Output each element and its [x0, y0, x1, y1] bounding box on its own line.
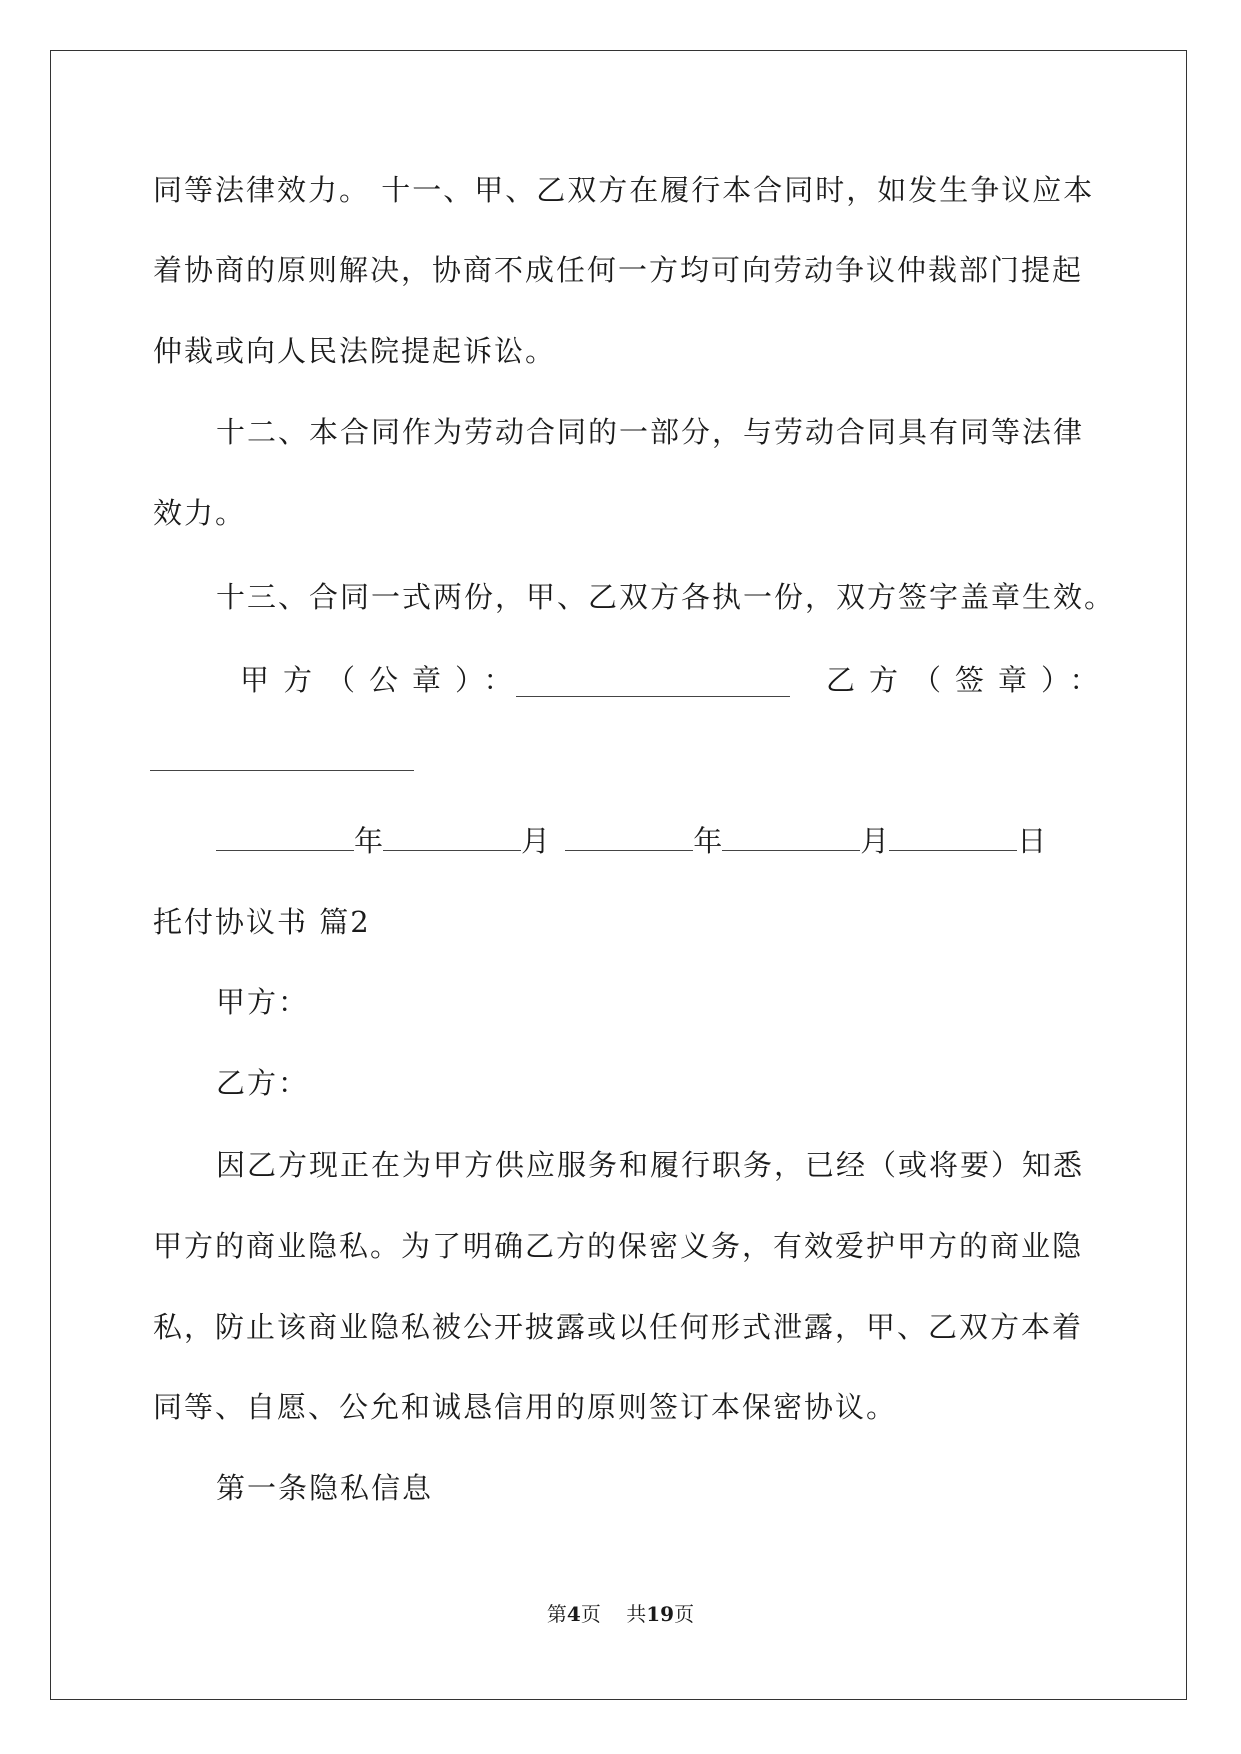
footer-total-prefix: 共: [626, 1602, 647, 1626]
party-a-label: 甲方：: [216, 985, 310, 1019]
date-blank: [383, 820, 521, 851]
page-footer: [0, 1598, 1241, 1627]
party-b-label: 乙方：: [216, 1066, 310, 1100]
footer-total-number: 19: [646, 1602, 675, 1626]
paragraph-line: 着协商的原则解决，协商不成任何一方均可向劳动争议仲裁部门提起: [153, 253, 1084, 287]
paragraph-line: 十二、本合同作为劳动合同的一部分，与劳动合同具有同等法律: [216, 415, 1085, 449]
date-month-label: 月: [860, 824, 890, 858]
paragraph-line: 仲裁或向人民法院提起诉讼。: [153, 334, 557, 368]
footer-total-suffix: 页: [674, 1602, 695, 1626]
footer-page-suffix: 页: [580, 1602, 601, 1626]
page-border: [50, 50, 1187, 1700]
signature-label-party-b: 乙方（签章）：: [826, 663, 1113, 697]
date-blank: [216, 820, 354, 851]
signature-blank-party-b: [150, 740, 414, 771]
date-year-label: 年: [693, 824, 723, 858]
footer-page-number: 4: [566, 1602, 581, 1626]
section-title: 托付协议书 篇2: [153, 905, 371, 939]
date-blank: [889, 820, 1017, 851]
article-heading: 第一条隐私信息: [216, 1471, 434, 1505]
date-day-label: 日: [1017, 824, 1047, 858]
paragraph-line: 甲方的商业隐私。为了明确乙方的保密义务，有效爱护甲方的商业隐: [153, 1229, 1084, 1263]
paragraph-line: 效力。: [153, 496, 247, 530]
signature-blank-party-a: [516, 666, 790, 697]
paragraph-line: 私，防止该商业隐私被公开披露或以任何形式泄露，甲、乙双方本着: [153, 1310, 1084, 1344]
paragraph-line: 因乙方现正在为甲方供应服务和履行职务，已经（或将要）知悉: [216, 1148, 1085, 1182]
date-row: [216, 820, 1046, 861]
paragraph-line: 同等、自愿、公允和诚恳信用的原则签订本保密协议。: [153, 1390, 898, 1424]
footer-page-prefix: 第: [546, 1602, 567, 1626]
paragraph-line: 十三、合同一式两份，甲、乙双方各执一份，双方签字盖章生效。: [216, 580, 1116, 614]
date-blank: [565, 820, 693, 851]
signature-label-party-a: 甲方（公章）：: [240, 663, 527, 697]
paragraph-line: 同等法律效力。 十一、甲、乙双方在履行本合同时，如发生争议应本: [153, 173, 1095, 207]
date-month-label: 月: [521, 824, 551, 858]
date-year-label: 年: [354, 824, 384, 858]
date-blank: [722, 820, 860, 851]
